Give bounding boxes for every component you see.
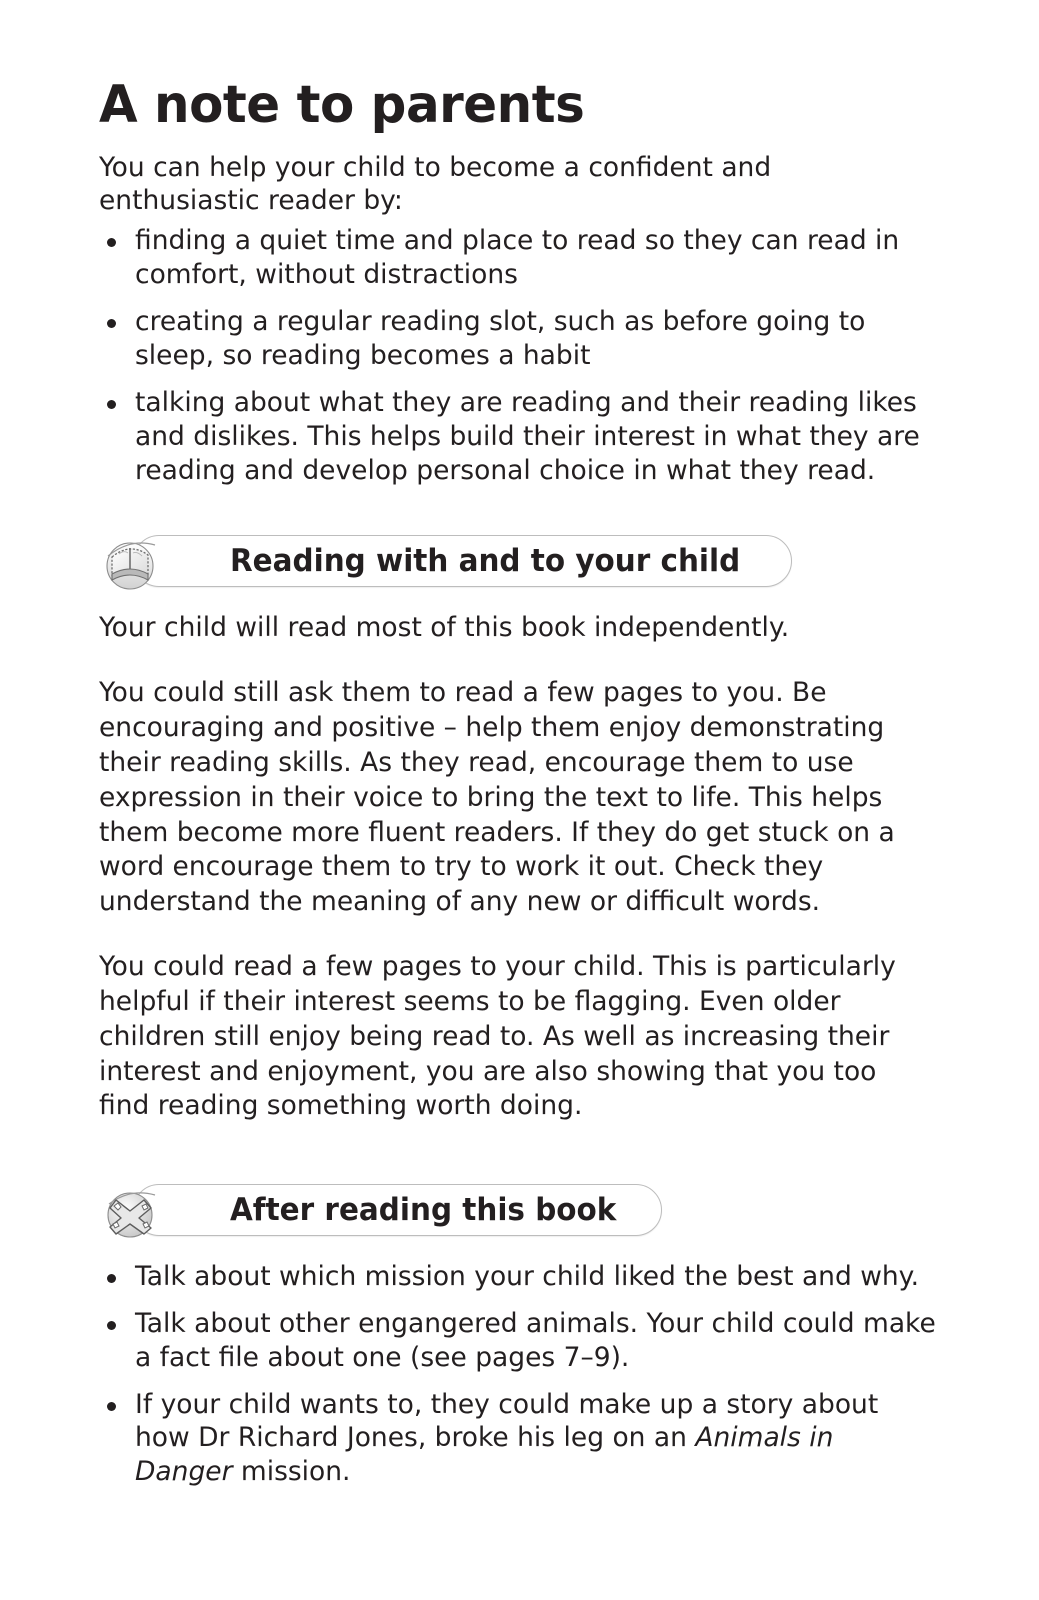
x-badge-icon [99,1182,161,1244]
intro-paragraph: You can help your child to become a confident and enthusiastic reader by: [99,151,772,217]
list-item [99,1388,939,1489]
list-item: creating a regular reading slot, such as before going to sleep, so reading becomes a habit [99,305,939,372]
section-header-after-reading [99,1182,939,1238]
section-heading-pill [133,535,792,587]
open-book-icon [99,533,161,595]
list-item: talking about what they are reading and their reading likes and dislikes. This helps build their interest in what they are reading and develop personal choice in what they read. [99,386,939,487]
list-item: finding a quiet time and place to read so they can read in comfort, without distractions [99,224,939,291]
list-item-text-tail: mission. [232,1456,351,1488]
page-content [99,75,939,1502]
section-paragraph: You could still ask them to read a few pages to you. Be encouraging and positive – help them enjoy demonstrating their reading skills. As they read, encourage them to use expression in their voice to bring the text to life. This helps them become more fluent readers. If they do get stuck on a word encourage them to try to work it out. Check they understand the meaning of any new or difficult words. [99,677,895,918]
book-title-italic: Animals in Danger [135,1422,834,1488]
section-header-reading [99,533,939,589]
after-reading-bullet-list [99,1260,939,1489]
section-paragraph: Your child will read most of this book independently. [99,612,790,644]
section-heading-label: After reading this book [230,1192,617,1229]
list-item-text: Talk about other engangered animals. Your child could make a fact file about one (see pages 7–9). [135,1308,936,1373]
section-heading-label: Reading with and to your child [230,543,741,580]
list-item [99,1307,939,1375]
section-heading-pill [133,1184,662,1236]
intro-bullet-list [99,224,939,487]
list-item [99,1260,939,1294]
list-item-text: Talk about which mission your child liked the best and why. [135,1261,920,1293]
list-item-text: If your child wants to, they could make up a story about how Dr Richard Jones, broke his leg on an [135,1388,879,1454]
section-paragraph: You could read a few pages to your child. This is particularly helpful if their interest seems to be flagging. Even older children still enjoy being read to. As well as increasing their interest and enjoyment, you are also showing that you too find reading something worth doing. [99,951,896,1122]
page-title: A note to parents [99,75,585,135]
